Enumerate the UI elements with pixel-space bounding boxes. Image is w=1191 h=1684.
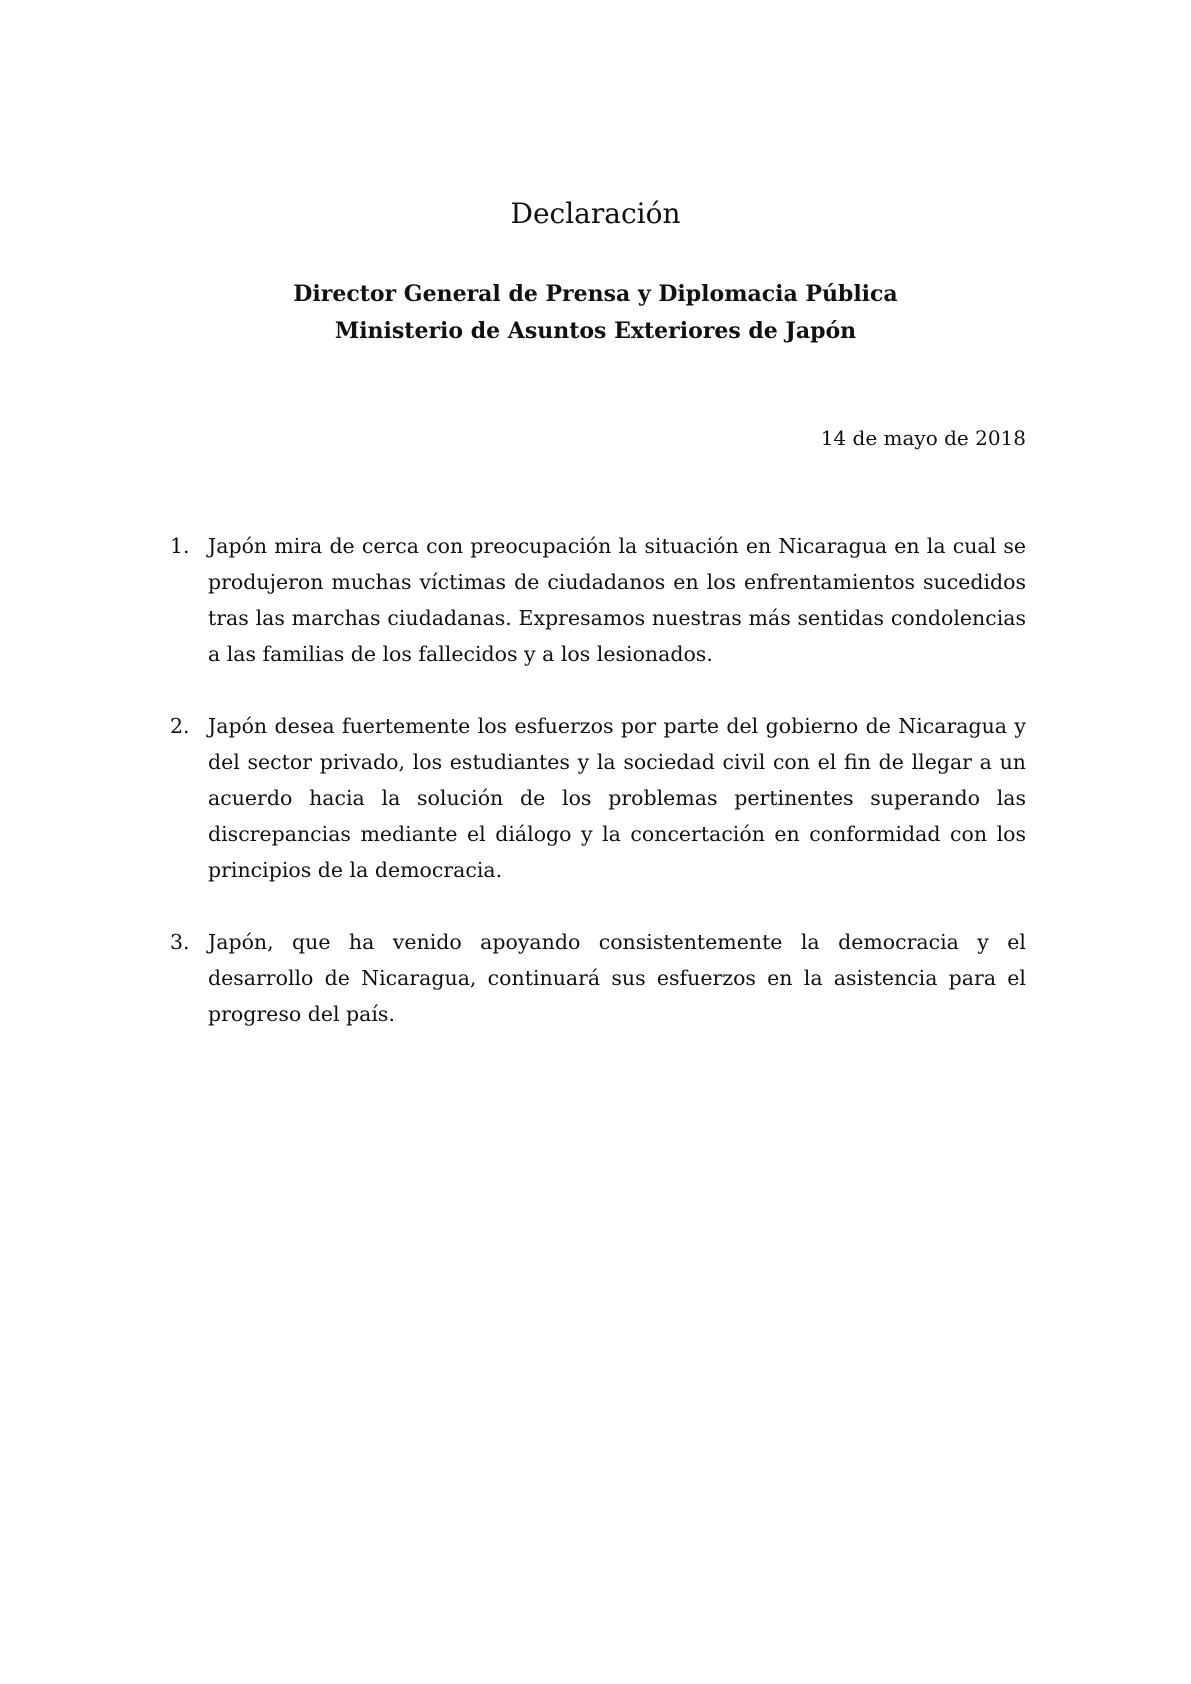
document-date: 14 de mayo de 2018 <box>820 426 1026 450</box>
statement-item-1 <box>170 528 1026 672</box>
item-text: Japón mira de cerca con preocupación la situación en Nicaragua en la cual se produjeron muchas víctimas de ciudadanos en los enfrentamientos sucedidos tras las marchas ciudadanas. Expresamos nuestras más sentidas condolencias a las familias de los fallecidos y a los lesionados. <box>208 534 1026 666</box>
item-number: 3. <box>170 930 190 954</box>
document-title: Declaración <box>510 197 681 230</box>
statement-item-2 <box>170 708 1026 888</box>
statement-item-3 <box>170 924 1026 1032</box>
issuer-line-1: Director General de Prensa y Diplomacia Pública <box>293 281 898 307</box>
item-text: Japón, que ha venido apoyando consistentemente la democracia y el desarrollo de Nicaragua, continuará sus esfuerzos en la asistencia para el progreso del país. <box>208 930 1026 1026</box>
issuer-block <box>0 276 1191 350</box>
item-number: 1. <box>170 534 190 558</box>
item-text: Japón desea fuertemente los esfuerzos por parte del gobierno de Nicaragua y del sector privado, los estudiantes y la sociedad civil con el fin de llegar a un acuerdo hacia la solución de los problemas pertinentes superando las discrepancias mediante el diálogo y la concertación en conformidad con los principios de la democracia. <box>208 714 1026 882</box>
issuer-line-2: Ministerio de Asuntos Exteriores de Japón <box>334 318 857 344</box>
item-number: 2. <box>170 714 190 738</box>
statement-list <box>170 528 1026 1068</box>
